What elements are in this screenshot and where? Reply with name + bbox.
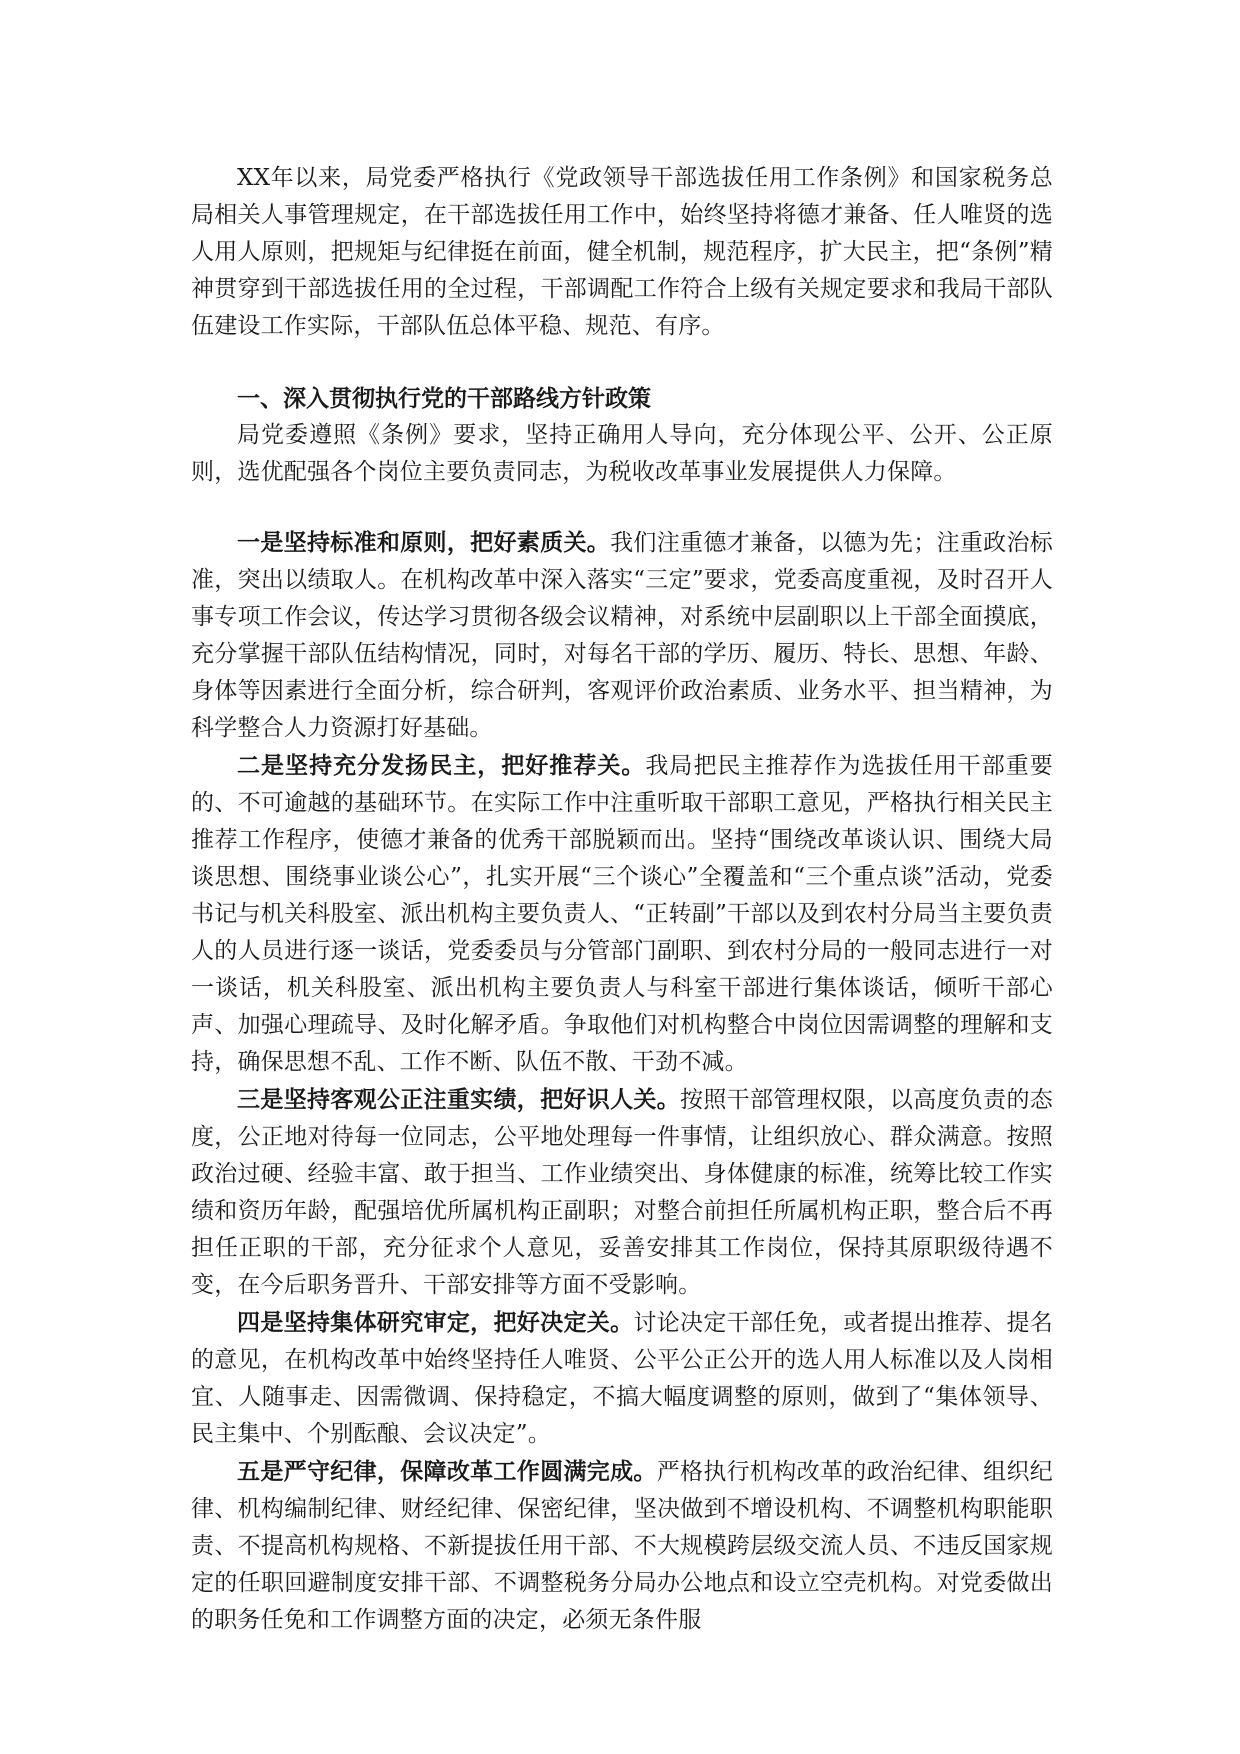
- point-5-paragraph: [191, 1453, 1053, 1639]
- point-2-paragraph: [191, 747, 1053, 1081]
- point-4-lead: 四是坚持集体研究审定，把好决定关。: [237, 1309, 634, 1336]
- point-3-paragraph: [191, 1081, 1053, 1304]
- point-4-paragraph: [191, 1304, 1053, 1453]
- section-heading-1: 一、深入贯彻执行党的干部路线方针政策: [237, 385, 651, 412]
- point-3-lead: 三是坚持客观公正注重实绩，把好识人关。: [237, 1086, 681, 1113]
- point-1-lead: 一是坚持标准和原则，把好素质关。: [237, 529, 611, 556]
- point-4-text: 讨论决定干部任免，或者提出推荐、提名的意见，在机构改革中始终坚持任人唯贤、公平公正公开的选人用人标准以及人岗相宜、人随事走、因需微调、保持稳定，不搞大幅度调整的原则，做到了“集体领导、民主集中、个别酝酿、会议决定”。: [191, 1310, 1053, 1447]
- point-1-paragraph: [191, 524, 1053, 747]
- point-5-text: 严格执行机构改革的政治纪律、组织纪律、机构编制纪律、财经纪律、保密纪律，坚决做到不增设机构、不调整机构职能职责、不提高机构规格、不新提拔任用干部、不大规模跨层级交流人员、不违反国家规定的任职回避制度安排干部、不调整税务分局办公地点和设立空壳机构。对党委做出的职务任免和工作调整方面的决定，必须无条件服: [191, 1459, 1053, 1633]
- point-5-lead: 五是严守纪律，保障改革工作圆满完成。: [237, 1458, 657, 1485]
- point-2-text: 我局把民主推荐作为选拔任用干部重要的、不可逾越的基础环节。在实际工作中注重听取干部职工意见，严格执行相关民主推荐工作程序，使德才兼备的优秀干部脱颖而出。坚持“围绕改革谈认识、围绕大局谈思想、围绕事业谈公心”，扎实开展“三个谈心”全覆盖和“三个重点谈”活动，党委书记与机关科股室、派出机构主要负责人、“正转副”干部以及到农村分局当主要负责人的人员进行逐一谈话，党委委员与分管部门副职、到农村分局的一般同志进行一对一谈话，机关科股室、派出机构主要负责人与科室干部进行集体谈话，倾听干部心声、加强心理疏导、及时化解矛盾。争取他们对机构整合中岗位因需调整的理解和支持，确保思想不乱、工作不断、队伍不散、干劲不减。: [191, 753, 1053, 1075]
- intro-paragraph: XX年以来，局党委严格执行《党政领导干部选拔任用工作条例》和国家税务总局相关人事管理规定，在干部选拔任用工作中，始终坚持将德才兼备、任人唯贤的选人用人原则，把规矩与纪律挺在前面，健全机制，规范程序，扩大民主，把“条例”精神贯穿到干部选拔任用的全过程，干部调配工作符合上级有关规定要求和我局干部队伍建设工作实际，干部队伍总体平稳、规范、有序。: [191, 165, 1053, 339]
- document-page: [191, 160, 1053, 1639]
- point-3-text: 按照干部管理权限，以高度负责的态度，公正地对待每一位同志，公平地处理每一件事情，让组织放心、群众满意。按照政治过硬、经验丰富、敢于担当、工作业绩突出、身体健康的标准，统筹比较工作实绩和资历年龄，配强培优所属机构正副职；对整合前担任所属机构正职，整合后不再担任正职的干部，充分征求个人意见，妥善安排其工作岗位，保持其原职级待遇不变，在今后职务晋升、干部安排等方面不受影响。: [191, 1087, 1053, 1298]
- point-2-lead: 二是坚持充分发扬民主，把好推荐关。: [237, 752, 646, 779]
- section-1-body: 局党委遵照《条例》要求，坚持正确用人导向，充分体现公平、公开、公正原则，选优配强各个岗位主要负责同志，为税收改革事业发展提供人力保障。: [191, 422, 1053, 485]
- point-1-text: 我们注重德才兼备，以德为先；注重政治标准，突出以绩取人。在机构改革中深入落实“三定”要求，党委高度重视，及时召开人事专项工作会议，传达学习贯彻各级会议精神，对系统中层副职以上干部全面摸底，充分掌握干部队伍结构情况，同时，对每名干部的学历、履历、特长、思想、年龄、身体等因素进行全面分析，综合研判，客观评价政治素质、业务水平、担当精神，为科学整合人力资源打好基础。: [191, 530, 1053, 741]
